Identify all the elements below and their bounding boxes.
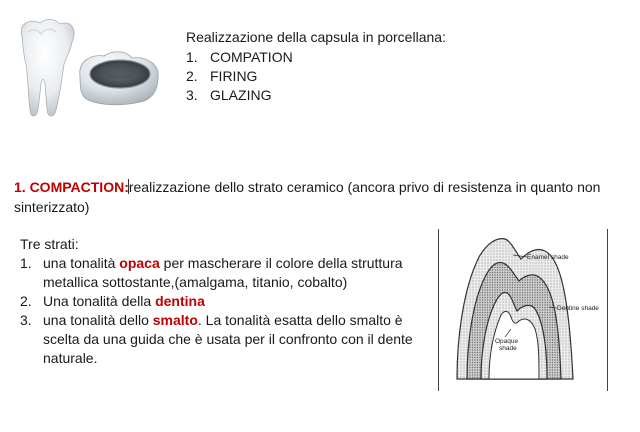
compaction-description: realizzazione dello strato ceramico (ancora privo di resistenza in quanto non sinterizzato) bbox=[14, 179, 601, 215]
layers-list bbox=[20, 254, 430, 368]
crown-cross-section-icon bbox=[439, 229, 607, 391]
crown-process-title: Realizzazione della capsula in porcellana: bbox=[186, 29, 446, 45]
compaction-heading: 1. COMPACTION: bbox=[14, 179, 129, 195]
opaque-shade-label-line2: shade bbox=[499, 345, 517, 352]
step-label: FIRING bbox=[210, 68, 258, 84]
dentine-shade-label: Dentine shade bbox=[557, 305, 599, 312]
crown-process-block bbox=[186, 28, 446, 105]
list-item: 3. una tonalità dello smalto. La tonalità esatta dello smalto è scelta da una guida che è usata per il confronto con il dente naturale. bbox=[20, 312, 413, 366]
compaction-paragraph bbox=[14, 177, 626, 217]
crown-process-steps bbox=[186, 48, 446, 105]
crown-layers-diagram bbox=[438, 229, 608, 391]
layers-block bbox=[20, 235, 430, 368]
step-label: GLAZING bbox=[210, 87, 272, 103]
porcelain-crown-tooth-icon bbox=[8, 14, 170, 126]
layers-intro: Tre strati: bbox=[20, 236, 79, 252]
list-item: 1. una tonalità opaca per mascherare il colore della struttura metallica sottostante,(amalgama, titanio, cobalto) bbox=[20, 255, 403, 290]
list-item: 2. FIRING bbox=[186, 68, 258, 84]
list-item: 3. GLAZING bbox=[186, 87, 272, 103]
list-item: 1. COMPATION bbox=[186, 49, 293, 65]
list-item: 2. Una tonalità della dentina bbox=[20, 293, 205, 309]
enamel-shade-label: Enamel shade bbox=[527, 254, 569, 261]
opaque-shade-label-line1: Opaque bbox=[495, 338, 519, 345]
highlight-smalto: smalto bbox=[152, 312, 198, 328]
highlight-dentina: dentina bbox=[155, 293, 205, 309]
step-label: COMPATION bbox=[210, 49, 293, 65]
highlight-opaca: opaca bbox=[119, 255, 160, 271]
